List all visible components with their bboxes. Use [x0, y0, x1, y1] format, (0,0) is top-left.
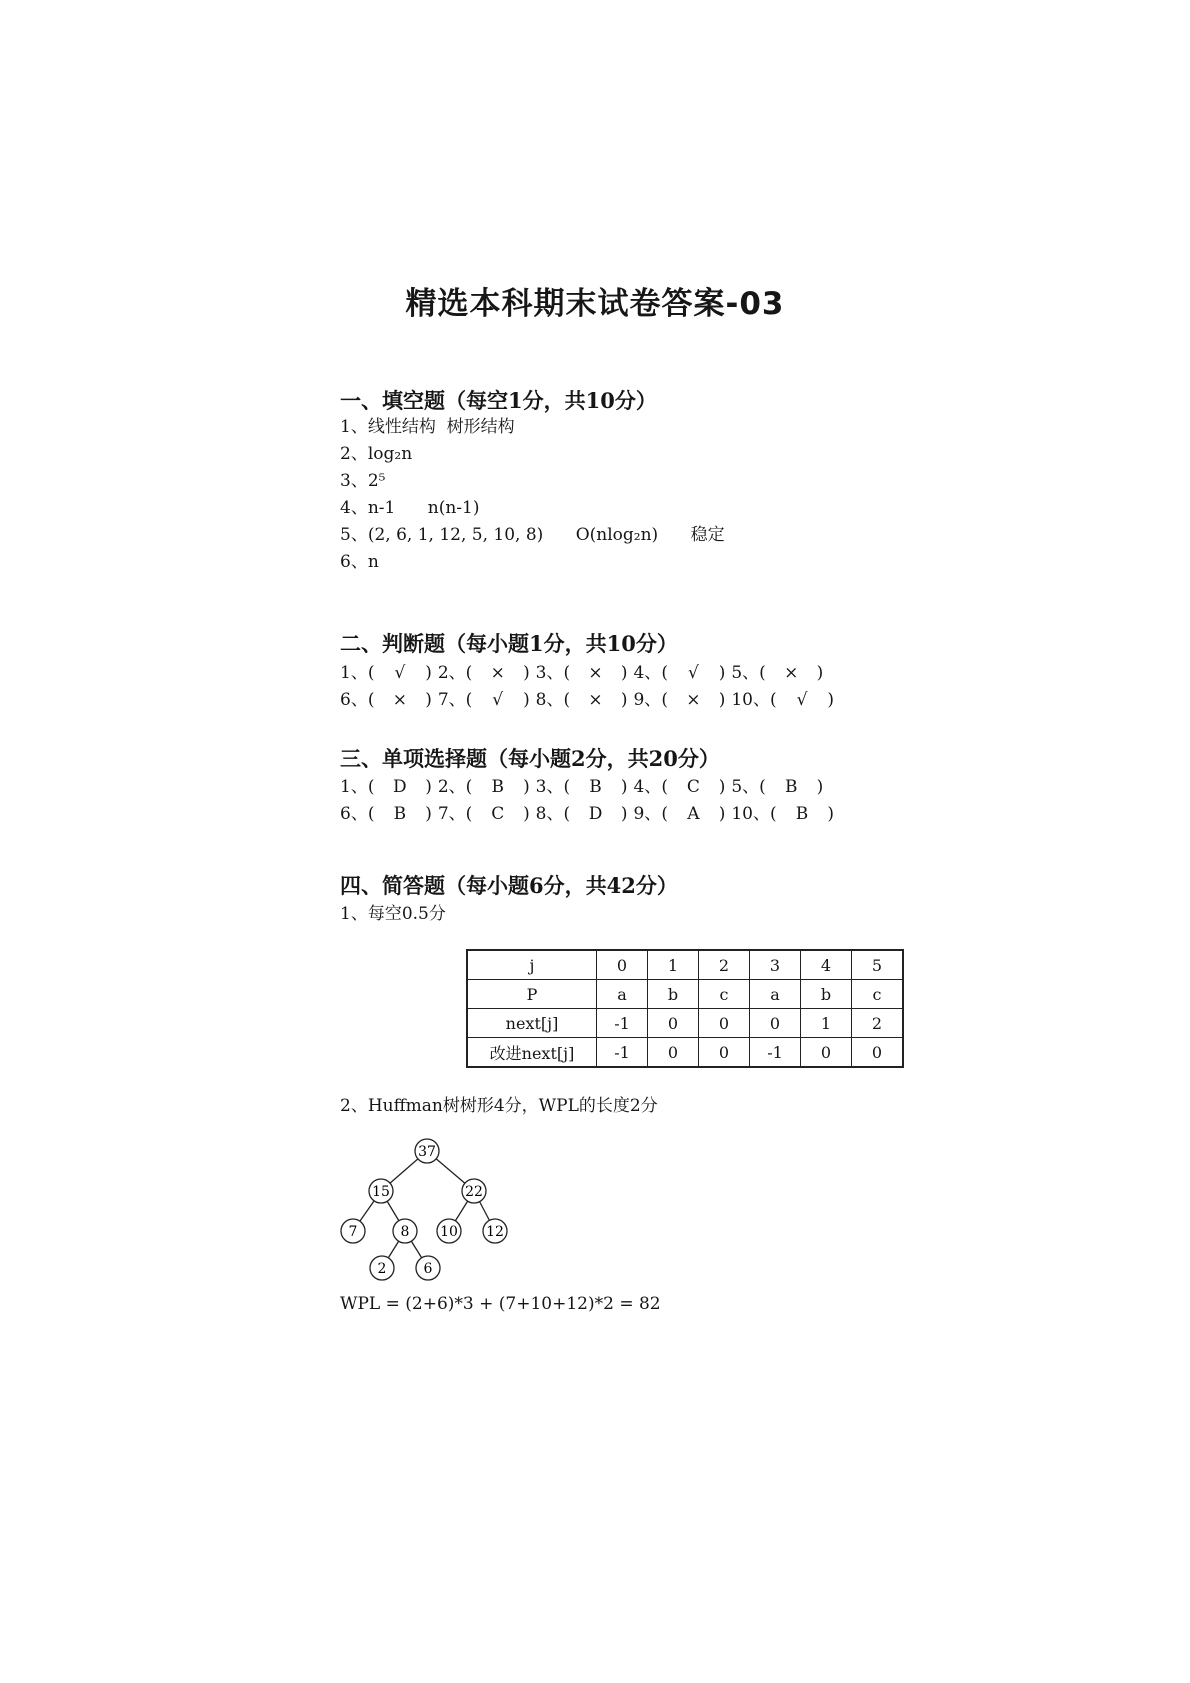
answer-number: 10、	[731, 690, 770, 710]
answer-number: 1、	[340, 777, 368, 797]
answer-value: B	[491, 777, 504, 797]
wpl-formula: WPL = (2+6)*3 + (7+10+12)*2 = 82	[340, 1294, 661, 1314]
tree-node-label: 22	[465, 1184, 483, 1200]
answer-item: 8、( × )	[535, 690, 628, 710]
answer-value: B	[393, 804, 407, 824]
answer-item: 6、( × )	[340, 690, 432, 710]
table-cell: 0	[648, 1009, 699, 1038]
answer-item: 9、( × )	[633, 690, 726, 710]
tree-node	[370, 1256, 394, 1280]
answer-item: 2、( × )	[437, 663, 530, 683]
true-false-row	[340, 689, 840, 711]
answer-number: 10、	[731, 804, 770, 824]
answer-number: 2、	[437, 777, 466, 797]
table-cell: 0	[699, 1038, 750, 1068]
answer-number: 3、	[535, 663, 564, 683]
row-header: 改进next[j]	[467, 1038, 597, 1068]
answer-line: 4、n-1 n(n-1)	[340, 498, 480, 518]
tree-node	[416, 1256, 440, 1280]
answer-item: 4、( C )	[633, 777, 726, 797]
answer-value: ×	[588, 690, 603, 710]
tree-node	[483, 1219, 507, 1243]
answer-item: 7、( C )	[437, 804, 530, 824]
table-cell: 0	[597, 950, 648, 980]
table-cell: 2	[699, 950, 750, 980]
answer-value: ×	[490, 663, 505, 683]
tree-node-label: 7	[348, 1224, 358, 1240]
table-cell: b	[801, 980, 852, 1009]
answer-item: 7、( √ )	[437, 690, 530, 710]
answer-number: 1、	[340, 663, 368, 683]
answer-item: 10、( B )	[731, 804, 835, 824]
table-cell: -1	[597, 1009, 648, 1038]
tree-node-label: 12	[486, 1224, 504, 1240]
table-row	[467, 950, 903, 980]
table-cell: 1	[801, 1009, 852, 1038]
tree-node	[369, 1179, 393, 1203]
answer-line: 5、(2, 6, 1, 12, 5, 10, 8) O(nlog₂n) 稳定	[340, 525, 725, 545]
answer-value: B	[795, 804, 809, 824]
answer-value: √	[492, 690, 504, 710]
answer-value: D	[588, 804, 603, 824]
answer-item: 3、( B )	[535, 777, 628, 797]
single-choice-row	[340, 803, 840, 825]
section-heading-short-answer: 四、简答题（每小题6分，共42分）	[340, 873, 678, 898]
answer-number: 3、	[535, 777, 564, 797]
table-cell: 4	[801, 950, 852, 980]
table-row	[467, 1038, 903, 1068]
table-cell: 0	[648, 1038, 699, 1068]
table-cell: 5	[852, 950, 904, 980]
answer-item: 1、( √ )	[340, 663, 432, 683]
tree-node	[415, 1139, 439, 1163]
answer-number: 2、	[437, 663, 466, 683]
table-cell: c	[852, 980, 904, 1009]
page-title: 精选本科期末试卷答案-03	[405, 286, 785, 322]
answer-number: 9、	[633, 804, 662, 824]
tree-node	[393, 1219, 417, 1243]
tree-node	[341, 1219, 365, 1243]
table-cell: a	[750, 980, 801, 1009]
answer-number: 4、	[633, 663, 662, 683]
question-2-label: 2、Huffman树树形4分，WPL的长度2分	[340, 1096, 658, 1116]
row-header: j	[467, 950, 597, 980]
answer-value: C	[686, 777, 700, 797]
answer-line: 3、2⁵	[340, 471, 386, 491]
table-cell: a	[597, 980, 648, 1009]
answer-number: 7、	[437, 690, 466, 710]
answer-value: ×	[588, 663, 603, 683]
answer-item: 5、( × )	[731, 663, 824, 683]
answer-item: 10、( √ )	[731, 690, 835, 710]
answer-item: 6、( B )	[340, 804, 432, 824]
section-heading-single-choice: 三、单项选择题（每小题2分，共20分）	[340, 746, 720, 771]
table-cell: 0	[699, 1009, 750, 1038]
answer-item: 2、( B )	[437, 777, 530, 797]
answer-item: 3、( × )	[535, 663, 628, 683]
table-row	[467, 980, 903, 1009]
answer-value: C	[491, 804, 505, 824]
answer-item: 8、( D )	[535, 804, 628, 824]
section-heading-fill-blank: 一、填空题（每空1分，共10分）	[340, 388, 657, 413]
answer-value: A	[687, 804, 700, 824]
answer-number: 4、	[633, 777, 662, 797]
answer-number: 6、	[340, 690, 368, 710]
row-header: next[j]	[467, 1009, 597, 1038]
answer-value: B	[589, 777, 602, 797]
answer-item: 4、( √ )	[633, 663, 726, 683]
answer-item: 1、( D )	[340, 777, 432, 797]
answer-value: D	[393, 777, 407, 797]
answer-line: 1、线性结构 树形结构	[340, 417, 515, 437]
table-cell: 0	[801, 1038, 852, 1068]
tree-node-label: 6	[423, 1261, 433, 1277]
tree-node-label: 2	[377, 1261, 387, 1277]
answer-value: ×	[784, 663, 799, 683]
tree-node-label: 37	[418, 1144, 436, 1160]
huffman-tree	[330, 1135, 530, 1285]
answer-number: 8、	[535, 804, 564, 824]
table-cell: -1	[750, 1038, 801, 1068]
answer-value: √	[394, 663, 406, 683]
answer-number: 8、	[535, 690, 564, 710]
table-cell: 3	[750, 950, 801, 980]
answer-number: 5、	[731, 663, 760, 683]
tree-node-label: 8	[400, 1224, 410, 1240]
row-header: P	[467, 980, 597, 1009]
answer-value: √	[687, 663, 699, 683]
table-cell: 1	[648, 950, 699, 980]
table-cell: 0	[750, 1009, 801, 1038]
answer-line: 2、log₂n	[340, 444, 413, 464]
answer-line: 6、n	[340, 552, 379, 572]
next-array-table	[466, 949, 904, 1068]
answer-number: 7、	[437, 804, 466, 824]
tree-node-label: 10	[440, 1224, 458, 1240]
table-cell: -1	[597, 1038, 648, 1068]
answer-item: 9、( A )	[633, 804, 726, 824]
section-heading-true-false: 二、判断题（每小题1分，共10分）	[340, 631, 678, 656]
answer-number: 6、	[340, 804, 368, 824]
table-cell: b	[648, 980, 699, 1009]
answer-number: 9、	[633, 690, 662, 710]
answer-value: ×	[392, 690, 407, 710]
tree-node-label: 15	[372, 1184, 390, 1200]
tree-node	[437, 1219, 461, 1243]
table-cell: 2	[852, 1009, 904, 1038]
tree-node	[462, 1179, 486, 1203]
answer-value: √	[796, 690, 808, 710]
answer-value: ×	[686, 690, 701, 710]
true-false-row	[340, 662, 829, 684]
answer-number: 5、	[731, 777, 760, 797]
table-row	[467, 1009, 903, 1038]
answer-item: 5、( B )	[731, 777, 824, 797]
answer-value: B	[784, 777, 798, 797]
question-1-label: 1、每空0.5分	[340, 904, 446, 924]
table-cell: c	[699, 980, 750, 1009]
table-cell: 0	[852, 1038, 904, 1068]
single-choice-row	[340, 776, 829, 798]
